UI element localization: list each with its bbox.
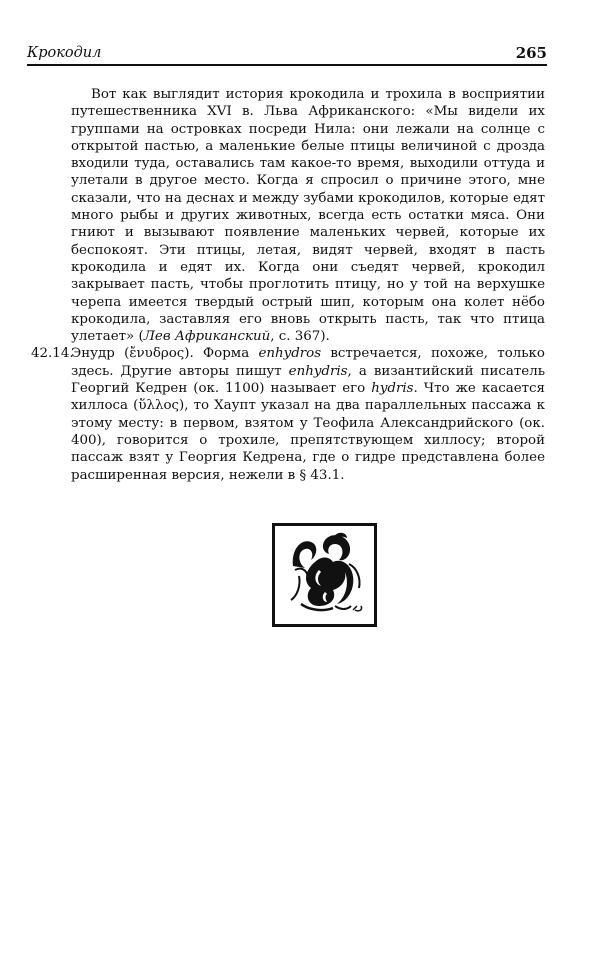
note-number: 42.14. (31, 346, 74, 362)
note-term-enhydros: enhydros (258, 346, 322, 362)
quote-source: Лев Африканский (143, 329, 271, 345)
note-42-14 (31, 345, 546, 483)
page-header (27, 44, 547, 64)
page-number: 265 (515, 44, 547, 62)
crocodile-bird-ornament-icon (275, 526, 374, 624)
note-text-4: . Что же касается хиллоса (ὕλλος), то Хаупт указал на два параллельных пассажа к этому месту: в первом, взятом у Теофила Александрийского (ок. 400), говорится о трохиле, препятствующем хиллосу; второй пассаж взят у Георгия Кедрена, где о гидре представлена более расширенная версия, нежели в § 43.1. (71, 381, 545, 483)
quote-text: Вот как выглядит история крокодила и трохила в восприятии путешественника XVI в. Льва Африканского: «Мы видели их группами на островках посреди Нила: они лежали на солнце с открытой пастью, а маленькие белые птицы величиной с дрозда входили туда, оставались там какое-то время, выходили оттуда и улетали в другое место. Когда я спросил о причине этого, мне сказали, что на деснах и между зубами крокодилов, которые едят много рыбы и других животных, всегда есть остатки мяса. Они гниют и вызывают появление маленьких червей, которые их беспокоят. Эти птицы, летая, видят червей, входят в пасть крокодила и едят их. Когда они съедят червей, крокодил закрывает пасть, чтобы проглотить птицу, но у той на верхушке черепа имеется твердый острый шип, которым она колет нёбо крокодила, заставляя его вновь открыть пасть, так что птица улетает» ( (71, 87, 545, 345)
header-rule (27, 64, 547, 66)
note-text-2: встречается, похоже, только здесь. Другие авторы пишут (71, 346, 545, 379)
note-text-1: Энудр (ἔνυδρος). Форма (71, 346, 259, 362)
note-term-hydris: hydris (371, 381, 414, 397)
main-text (31, 86, 546, 484)
note-term-enhydris: enhydris (288, 363, 348, 379)
note-text-3: , а византийский писатель Георгий Кедрен (ок. 1100) называет его (71, 363, 546, 397)
ornament-vignette (272, 523, 377, 627)
running-head: Крокодил (27, 45, 102, 61)
quote-paragraph (71, 86, 545, 345)
quote-citation: , с. 367). (270, 329, 330, 345)
